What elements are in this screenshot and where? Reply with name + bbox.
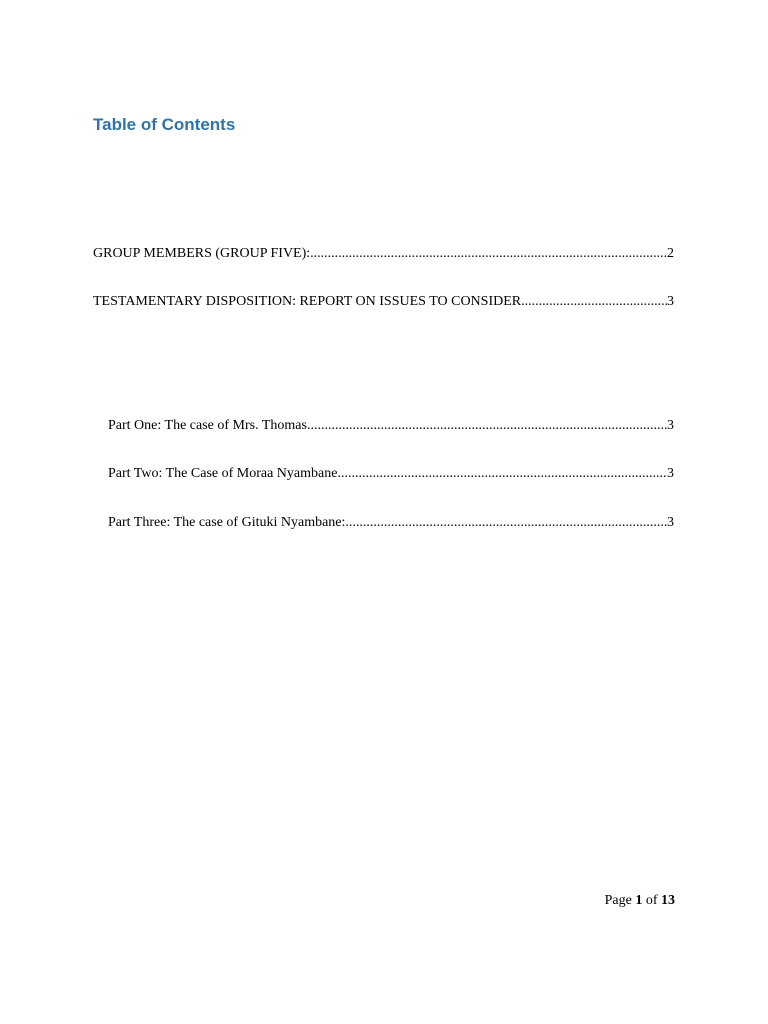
- toc-heading: Table of Contents: [93, 115, 236, 134]
- toc-entry-page: 2: [667, 246, 674, 261]
- toc-leader-dots: [310, 245, 667, 263]
- toc-leader-dots: [345, 514, 667, 532]
- toc-entry-title: Part Two: The Case of Moraa Nyambane: [108, 466, 338, 481]
- toc-entry-part-one[interactable]: [108, 417, 674, 435]
- toc-entry-part-three[interactable]: [108, 514, 674, 532]
- toc-entry-title: TESTAMENTARY DISPOSITION: REPORT ON ISSUES TO CONSIDER: [93, 294, 522, 309]
- footer-page-word: Page: [604, 893, 632, 908]
- page-footer: [605, 892, 675, 910]
- toc-entry-page: 3: [667, 515, 674, 530]
- toc-entry-title: Part One: The case of Mrs. Thomas: [108, 418, 307, 433]
- toc-entry-page: 3: [667, 466, 674, 481]
- footer-current-page: 1: [635, 893, 643, 908]
- toc-leader-dots: [337, 465, 667, 483]
- footer-total-pages: 13: [661, 893, 675, 908]
- toc-entry-title: Part Three: The case of Gituki Nyambane:: [108, 515, 346, 530]
- toc-entry-testamentary-disposition[interactable]: [93, 293, 674, 311]
- toc-entry-title: GROUP MEMBERS (GROUP FIVE):: [93, 246, 311, 261]
- toc-entry-group-members[interactable]: [93, 245, 674, 263]
- toc-entry-part-two[interactable]: [108, 465, 674, 483]
- toc-entry-page: 3: [667, 418, 674, 433]
- toc-entry-page: 3: [667, 294, 674, 309]
- toc-leader-dots: [307, 417, 667, 435]
- footer-of-word: of: [645, 893, 658, 908]
- toc-leader-dots: [521, 293, 667, 311]
